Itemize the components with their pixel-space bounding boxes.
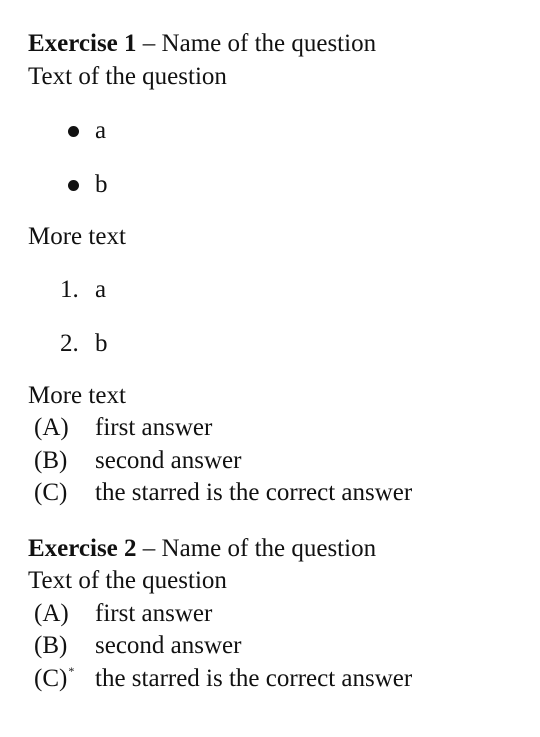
spacer xyxy=(28,93,528,115)
choice-item xyxy=(28,445,528,478)
question-text: Text of the question xyxy=(28,62,227,90)
choice-text: second answer xyxy=(95,446,242,474)
choice-label: (B) xyxy=(34,446,68,474)
item-number: 1. xyxy=(60,275,79,303)
choice-item xyxy=(28,598,528,631)
spacer xyxy=(28,254,528,274)
choice-text: the starred is the correct answer xyxy=(95,479,413,506)
choice-item xyxy=(28,630,528,663)
item-text: b xyxy=(95,329,108,357)
more-text: More text xyxy=(28,223,126,250)
bullet-icon xyxy=(68,126,79,137)
item-number: 2. xyxy=(60,329,79,357)
exercise-1-heading xyxy=(28,28,528,61)
question-text: Text of the question xyxy=(28,567,227,594)
spacer xyxy=(28,147,528,169)
choice-label: (A) xyxy=(34,599,69,627)
choice-item xyxy=(28,477,528,510)
spacer xyxy=(28,360,528,380)
choice-text: first answer xyxy=(95,414,213,441)
bullet-icon xyxy=(68,180,79,191)
bullet-list xyxy=(28,115,528,201)
spacer xyxy=(28,510,528,533)
exercise-name: Name of the question xyxy=(161,30,377,57)
choice-item xyxy=(28,412,528,445)
exercise-label: Exercise 1 xyxy=(28,30,137,57)
list-item xyxy=(28,274,528,306)
list-item xyxy=(28,328,528,360)
choice-list xyxy=(28,412,528,510)
correct-star-marker: * xyxy=(68,663,75,678)
bullet-text: a xyxy=(95,117,107,144)
bullet-text: b xyxy=(95,171,108,198)
choice-item xyxy=(28,663,528,696)
exercise-2-heading xyxy=(28,533,528,566)
item-text: a xyxy=(95,275,107,303)
choice-list xyxy=(28,598,528,696)
choice-label: (B) xyxy=(34,632,68,659)
choice-label: (A) xyxy=(34,414,69,441)
choice-text: the starred is the correct answer xyxy=(95,664,413,692)
list-item xyxy=(28,169,528,201)
choice-label: (C)* xyxy=(34,663,75,692)
choice-text: first answer xyxy=(95,599,213,627)
numbered-list xyxy=(28,274,528,360)
spacer xyxy=(28,306,528,328)
spacer xyxy=(28,201,528,221)
exercise-name: Name of the question xyxy=(161,534,377,562)
exercise-label: Exercise 2 xyxy=(28,534,137,562)
exercise-separator: – xyxy=(136,534,162,562)
choice-label: (C) xyxy=(34,479,68,506)
choice-text: second answer xyxy=(95,632,242,659)
more-text: More text xyxy=(28,381,126,409)
exercise-separator: – xyxy=(136,30,162,57)
document-page xyxy=(28,28,528,695)
list-item xyxy=(28,115,528,147)
